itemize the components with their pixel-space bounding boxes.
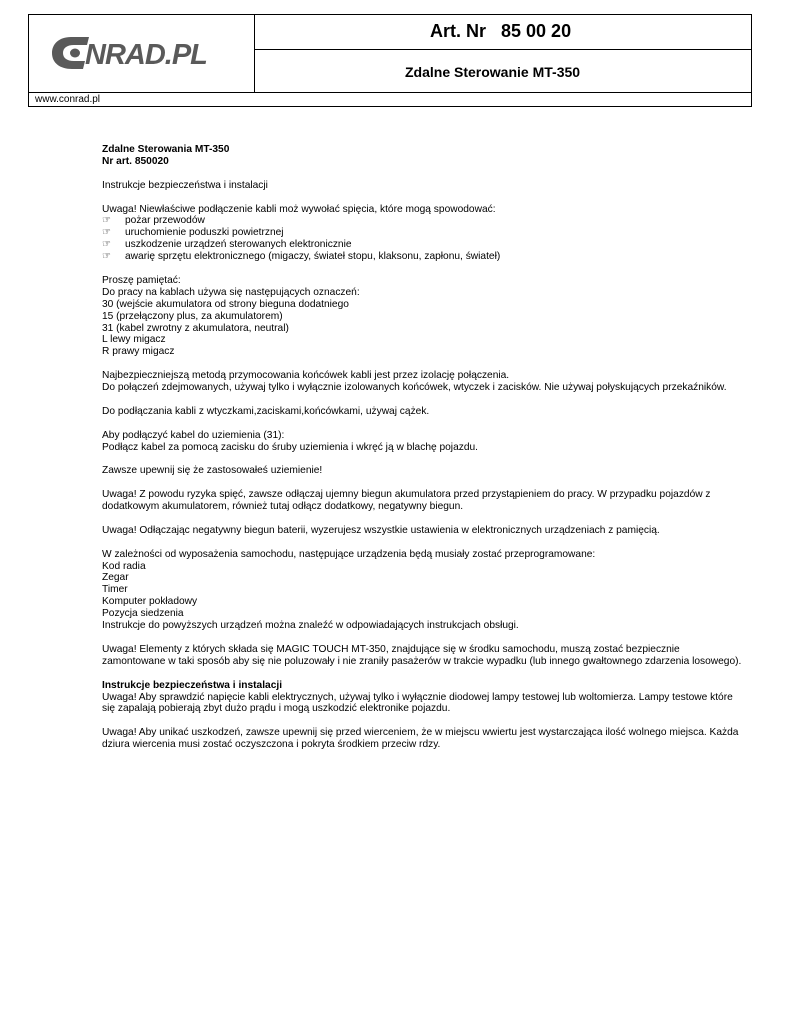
text-line: Uwaga! Aby unikać uszkodzeń, zawsze upewnij się przed wierceniem, że w miejscu wwiertu jest wystarczająca ilość wolnego miejsca. Każda: [102, 727, 739, 739]
text-line: Do pracy na kablach używa się następujących oznaczeń:: [102, 286, 360, 298]
text-line: Zegar: [102, 572, 129, 584]
reprogram-list: [102, 549, 762, 632]
list-item-text: uruchomienie poduszki powietrznej: [125, 227, 284, 239]
url-row: [29, 92, 751, 106]
text-line: W zależności od wyposażenia samochodu, następujące urządzenia będą musiały zostać przeprogramowane:: [102, 548, 596, 560]
grounding-instructions: [102, 430, 762, 454]
text-line: R prawy migacz: [102, 346, 175, 358]
memory-warning: Uwaga! Odłączając negatywny biegun baterii, wyzerujesz wszystkie ustawienia w elektronicznych urządzeniach z pamięcią.: [102, 524, 660, 536]
text-line: Uwaga! Aby sprawdzić napięcie kabli elektrycznych, używaj tylko i wyłącznie diodowej lampy testowej lub woltomierza. Lampy testowe które: [102, 691, 733, 703]
product-title: Zdalne Sterowanie MT-350: [405, 64, 581, 80]
safety-section: [102, 680, 762, 716]
text-line: Timer: [102, 584, 128, 596]
text-line: Kod radia: [102, 560, 146, 572]
hazard-list: [102, 215, 762, 263]
text-line: L lewy migacz: [102, 334, 166, 346]
text-line: dodatkowym akumulatorem, również tutaj odłącz dodatkowy, negatywny biegun.: [102, 501, 464, 513]
product-title-cell: [255, 50, 751, 92]
conrad-logo: [49, 33, 239, 73]
drilling-warning: [102, 727, 762, 751]
text-line: dziura wiercenia musi zostać oczyszczona i pokryta środkiem przeciw rdzy.: [102, 739, 441, 751]
list-item: [102, 239, 762, 251]
text-line: Uwaga! Z powodu ryzyka spięć, zawsze odłączaj ujemny biegun akumulatora przed przystąpieniem do pracy. W przypadku pojazdów z: [102, 489, 711, 501]
text-line: zamontowane w taki sposób aby się nie poluzowały i nie zraniły pasażerów w trakcie wypadku (lub innego gwałtownego zdarzenia losowego).: [102, 655, 742, 667]
document-header: [28, 14, 752, 107]
article-number: Art. Nr 85 00 20: [430, 21, 572, 41]
text-line: Proszę pamiętać:: [102, 274, 181, 286]
text-line: Uwaga! Elementy z których składa się MAGIC TOUCH MT-350, znajdujące się w środku samochodu, muszą zostać bezpiecznie: [102, 643, 680, 655]
text-line: Instrukcje do powyższych urządzeń można znaleźć w odpowiadających instrukcjach obsługi.: [102, 620, 519, 632]
text-line: 31 (kabel zwrotny z akumulatora, neutral): [102, 322, 289, 334]
list-item-text: pożar przewodów: [125, 215, 205, 227]
list-item: [102, 227, 762, 239]
text-line: 15 (przełączony plus, za akumulatorem): [102, 310, 283, 322]
section-heading: Instrukcje bezpieczeństwa i instalacji: [102, 679, 283, 691]
text-line: się zapalają pobierają zbyt dużo prądu i mogą uszkodzić elektronike pojazdu.: [102, 703, 451, 715]
text-line: Pozycja siedzenia: [102, 608, 184, 620]
svg-text:NRAD.PL: NRAD.PL: [85, 39, 207, 71]
list-item-text: awarię sprzętu elektronicznego (migaczy, świateł stopu, klaksonu, zapłonu, świateł): [125, 251, 501, 263]
text-line: Najbezpieczniejszą metodą przymocowania końcówek kabli jest przez izolację połączenia.: [102, 370, 510, 382]
safest-method: [102, 370, 762, 394]
document-body: [102, 144, 762, 763]
article-number-cell: [255, 15, 751, 50]
hand-pointing-icon: ☞: [102, 251, 111, 263]
text-line: Do połączeń zdejmowanych, używaj tylko i wyłącznie izolowanych końcówek, wtyczek i zacisków. Nie używaj połyskujących przekaźników.: [102, 382, 727, 394]
pliers-note: Do podłączania kabli z wtyczkami,zaciskami,końcówkami, używaj cążek.: [102, 405, 430, 417]
warning-text: Uwaga! Niewłaściwe podłączenie kabli moż wywołać spięcia, które mogą spowodować:: [102, 203, 496, 215]
text-line: Aby podłączyć kabel do uziemienia (31):: [102, 429, 285, 441]
text-line: Komputer pokładowy: [102, 596, 198, 608]
list-item: [102, 215, 762, 227]
document-heading: [102, 144, 762, 168]
mounting-warning: [102, 644, 762, 668]
heading-line: Zdalne Sterowania MT-350: [102, 144, 230, 155]
heading-line: Nr art. 850020: [102, 155, 169, 167]
list-item-text: uszkodzenie urządzeń sterowanych elektronicznie: [125, 239, 352, 251]
hand-pointing-icon: ☞: [102, 215, 111, 227]
logo-cell: [29, 15, 255, 92]
battery-warning: [102, 489, 762, 513]
text-line: Podłącz kabel za pomocą zacisku do śruby uziemienia i wkręć ją w blachę pojazdu.: [102, 441, 478, 453]
hand-pointing-icon: ☞: [102, 239, 111, 251]
grounding-check: Zawsze upewnij się że zastosowałeś uziemienie!: [102, 465, 323, 477]
website-url[interactable]: www.conrad.pl: [35, 94, 101, 105]
wire-markings: [102, 275, 762, 358]
list-item: [102, 251, 762, 263]
hand-pointing-icon: ☞: [102, 227, 111, 239]
text-line: 30 (wejście akumulatora od strony bieguna dodatniego: [102, 298, 349, 310]
intro-text: Instrukcje bezpieczeństwa i instalacji: [102, 179, 268, 191]
